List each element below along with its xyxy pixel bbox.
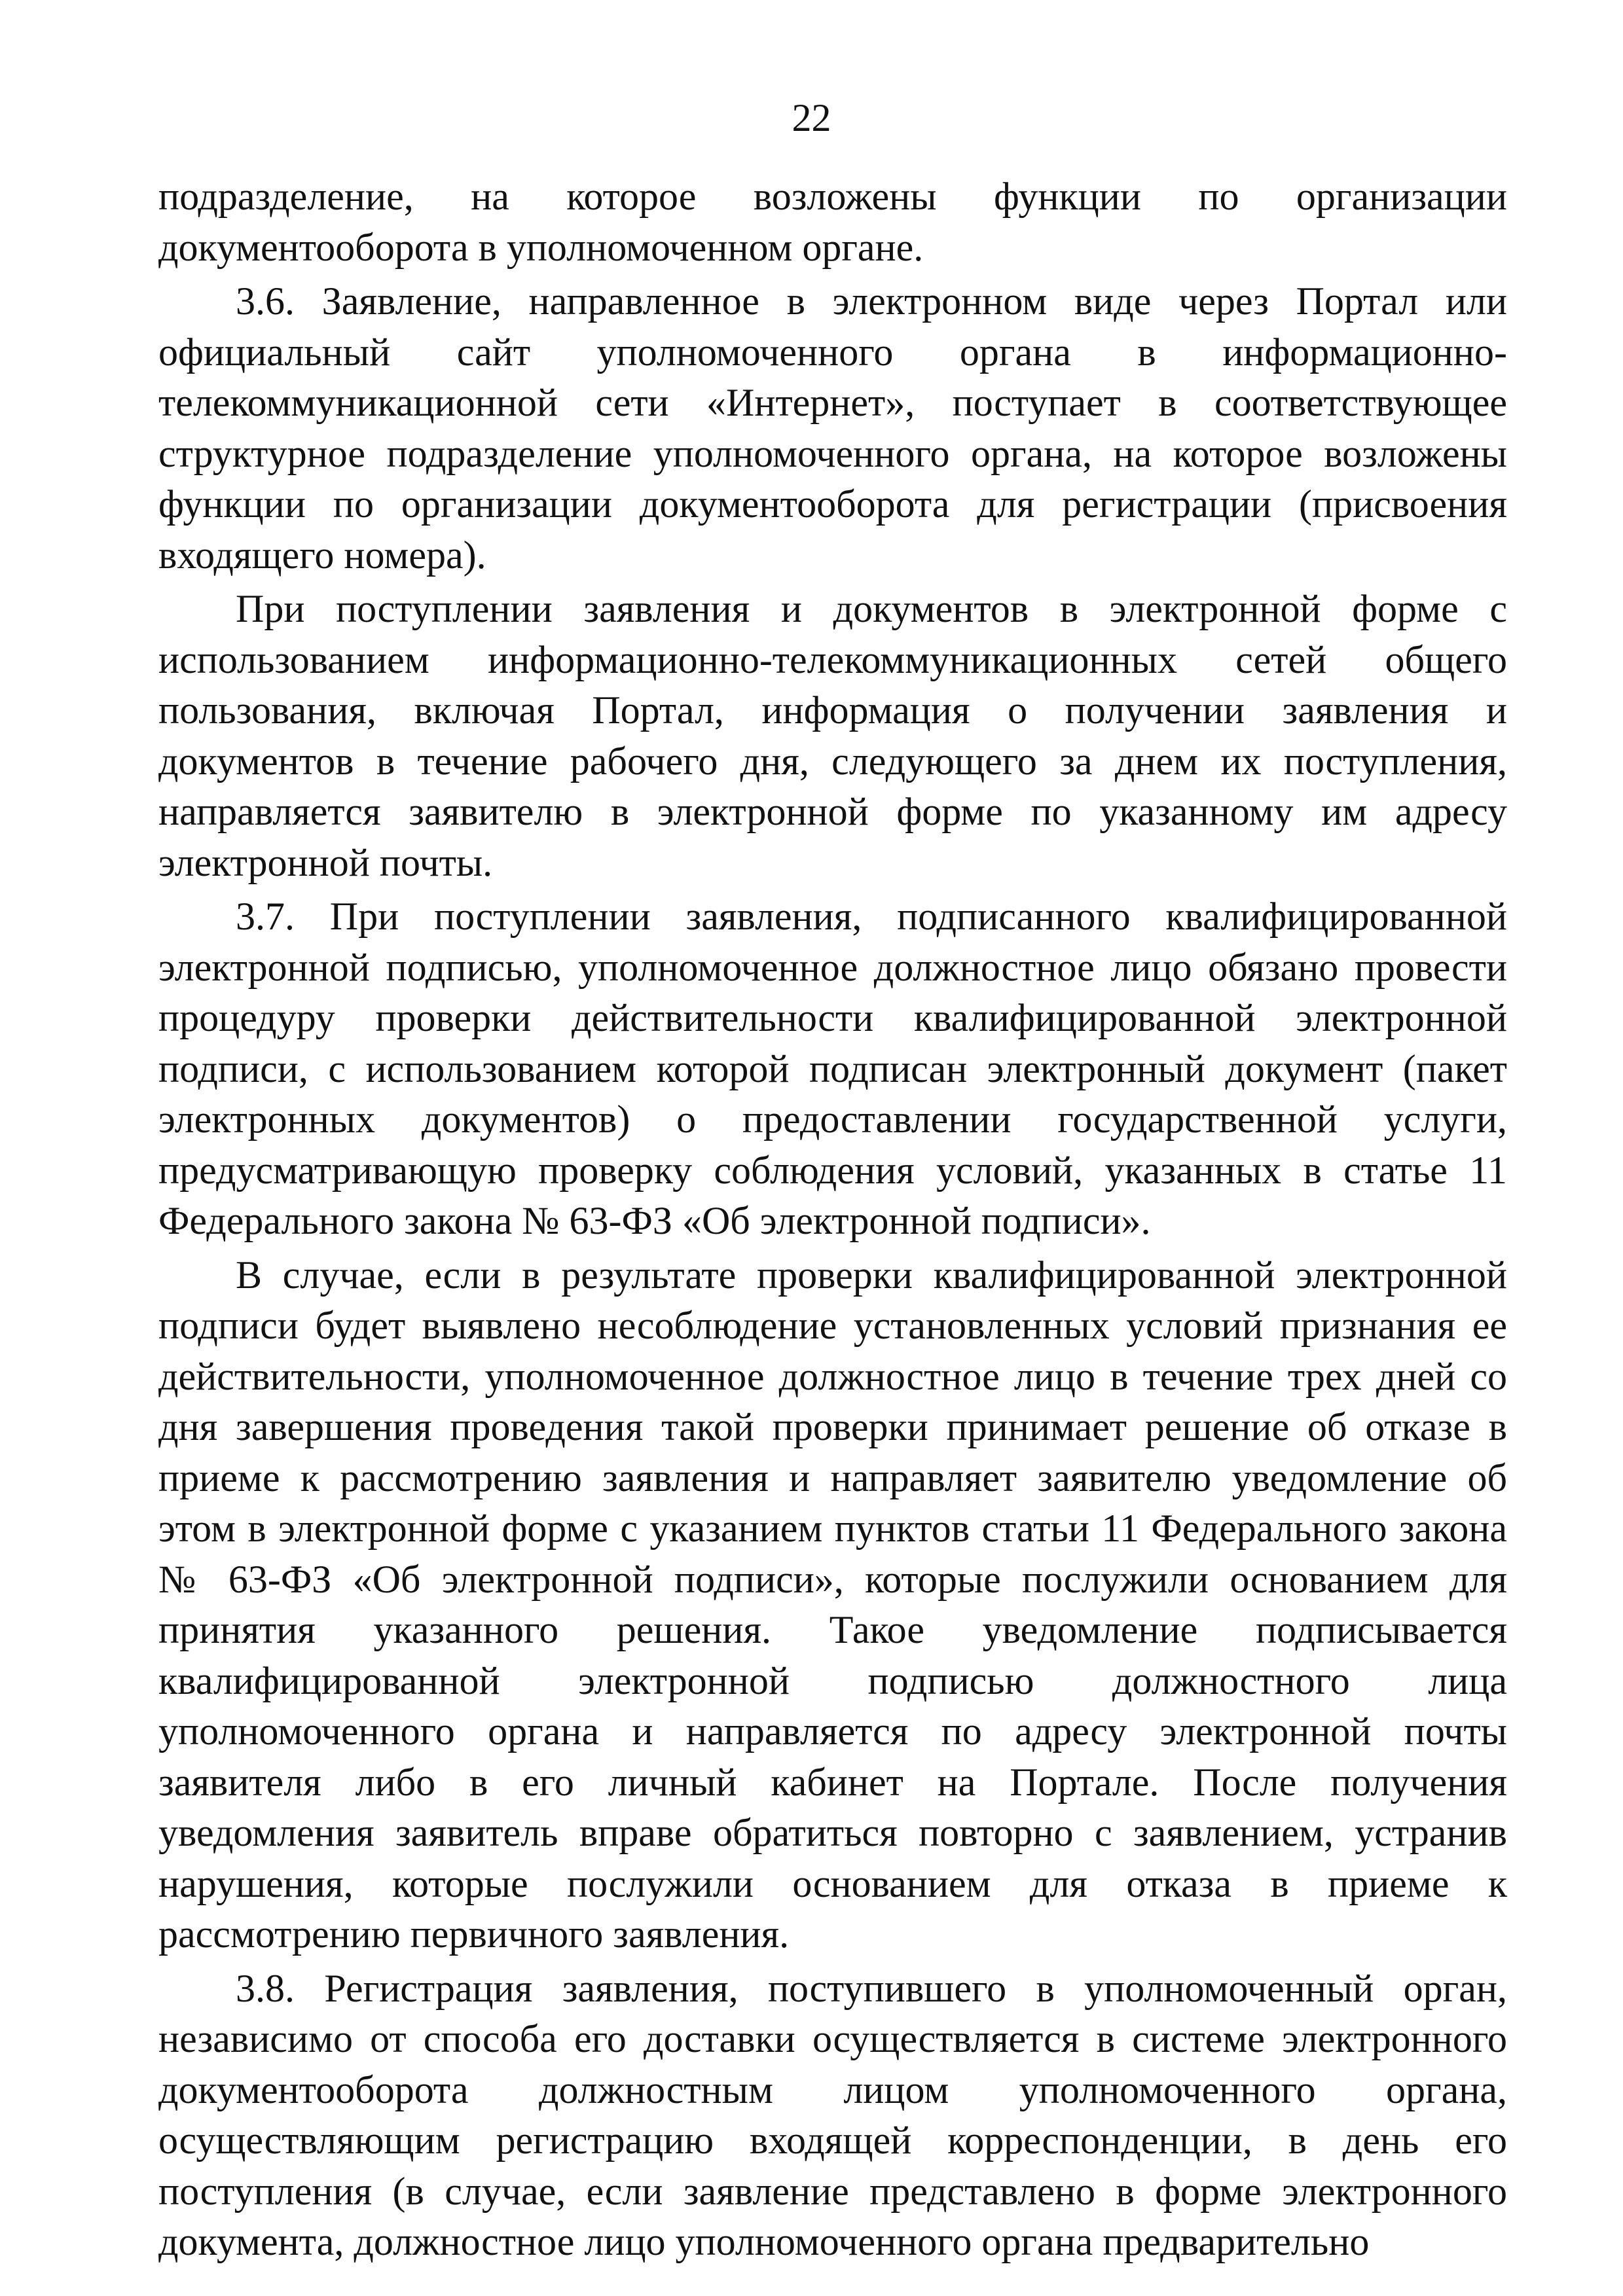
paragraph-continuation: подразделение, на которое возложены функции по организации документооборота в уполномоченном органе. [158,175,1507,269]
paragraph-signature-check-result: В случае, если в результате проверки квалифицированной электронной подписи будет выявлено несоблюдение установленных условий признания ее действительности, уполномоченное должностное лицо в течение трех дней со дня завершения проведения такой проверки принимает решение об отказе в приеме к рассмотрению заявления и направляет заявителю уведомление об этом в электронной форме с указанием пунктов статьи 11 Федерального закона № 63-ФЗ «Об электронной подписи», которые послужили основанием для принятия указанного решения. Такое уведомление подписывается квалифицированной электронной подписью должностного лица уполномоченного органа и направляется по адресу электронной почты заявителя либо в его личный кабинет на Портале. После получения уведомления заявитель вправе обратиться повторно с заявлением, устранив нарушения, которые послужили основанием для отказа в приеме к рассмотрению первичного заявления. [158,1253,1507,1956]
paragraph-3-7: 3.7. При поступлении заявления, подписанного квалифицированной электронной подписью, уполномоченное должностное лицо обязано провести процедуру проверки действительности квалифицированной электронной подписи, с использованием которой подписан электронный документ (пакет электронных документов) о предоставлении государственной услуги, предусматривающую проверку соблюдения условий, указанных в статье 11 Федерального закона № 63-ФЗ «Об электронной подписи». [158,895,1507,1242]
document-body [158,171,1507,2268]
paragraph-3-6: 3.6. Заявление, направленное в электронном виде через Портал или официальный сайт уполномоченного органа в информационно-телекоммуникационной сети «Интернет», поступает в соответствующее структурное подразделение уполномоченного органа, на которое возложены функции по организации документооборота для регистрации (присвоения входящего номера). [158,279,1507,577]
paragraph-3-8: 3.8. Регистрация заявления, поступившего в уполномоченный орган, независимо от способа его доставки осуществляется в системе электронного документооборота должностным лицом уполномоченного органа, осуществляющим регистрацию входящей корреспонденции, в день его поступления (в случае, если заявление представлено в форме электронного документа, должностное лицо уполномоченного органа предварительно [158,1966,1507,2263]
paragraph-electronic-receipt: При поступлении заявления и документов в электронной форме с использованием информационно-телекоммуникационных сетей общего пользования, включая Портал, информация о получении заявления и документов в течение рабочего дня, следующего за днем их поступления, направляется заявителю в электронной форме по указанному им адресу электронной почты. [158,587,1507,884]
page-number: 22 [792,96,831,139]
